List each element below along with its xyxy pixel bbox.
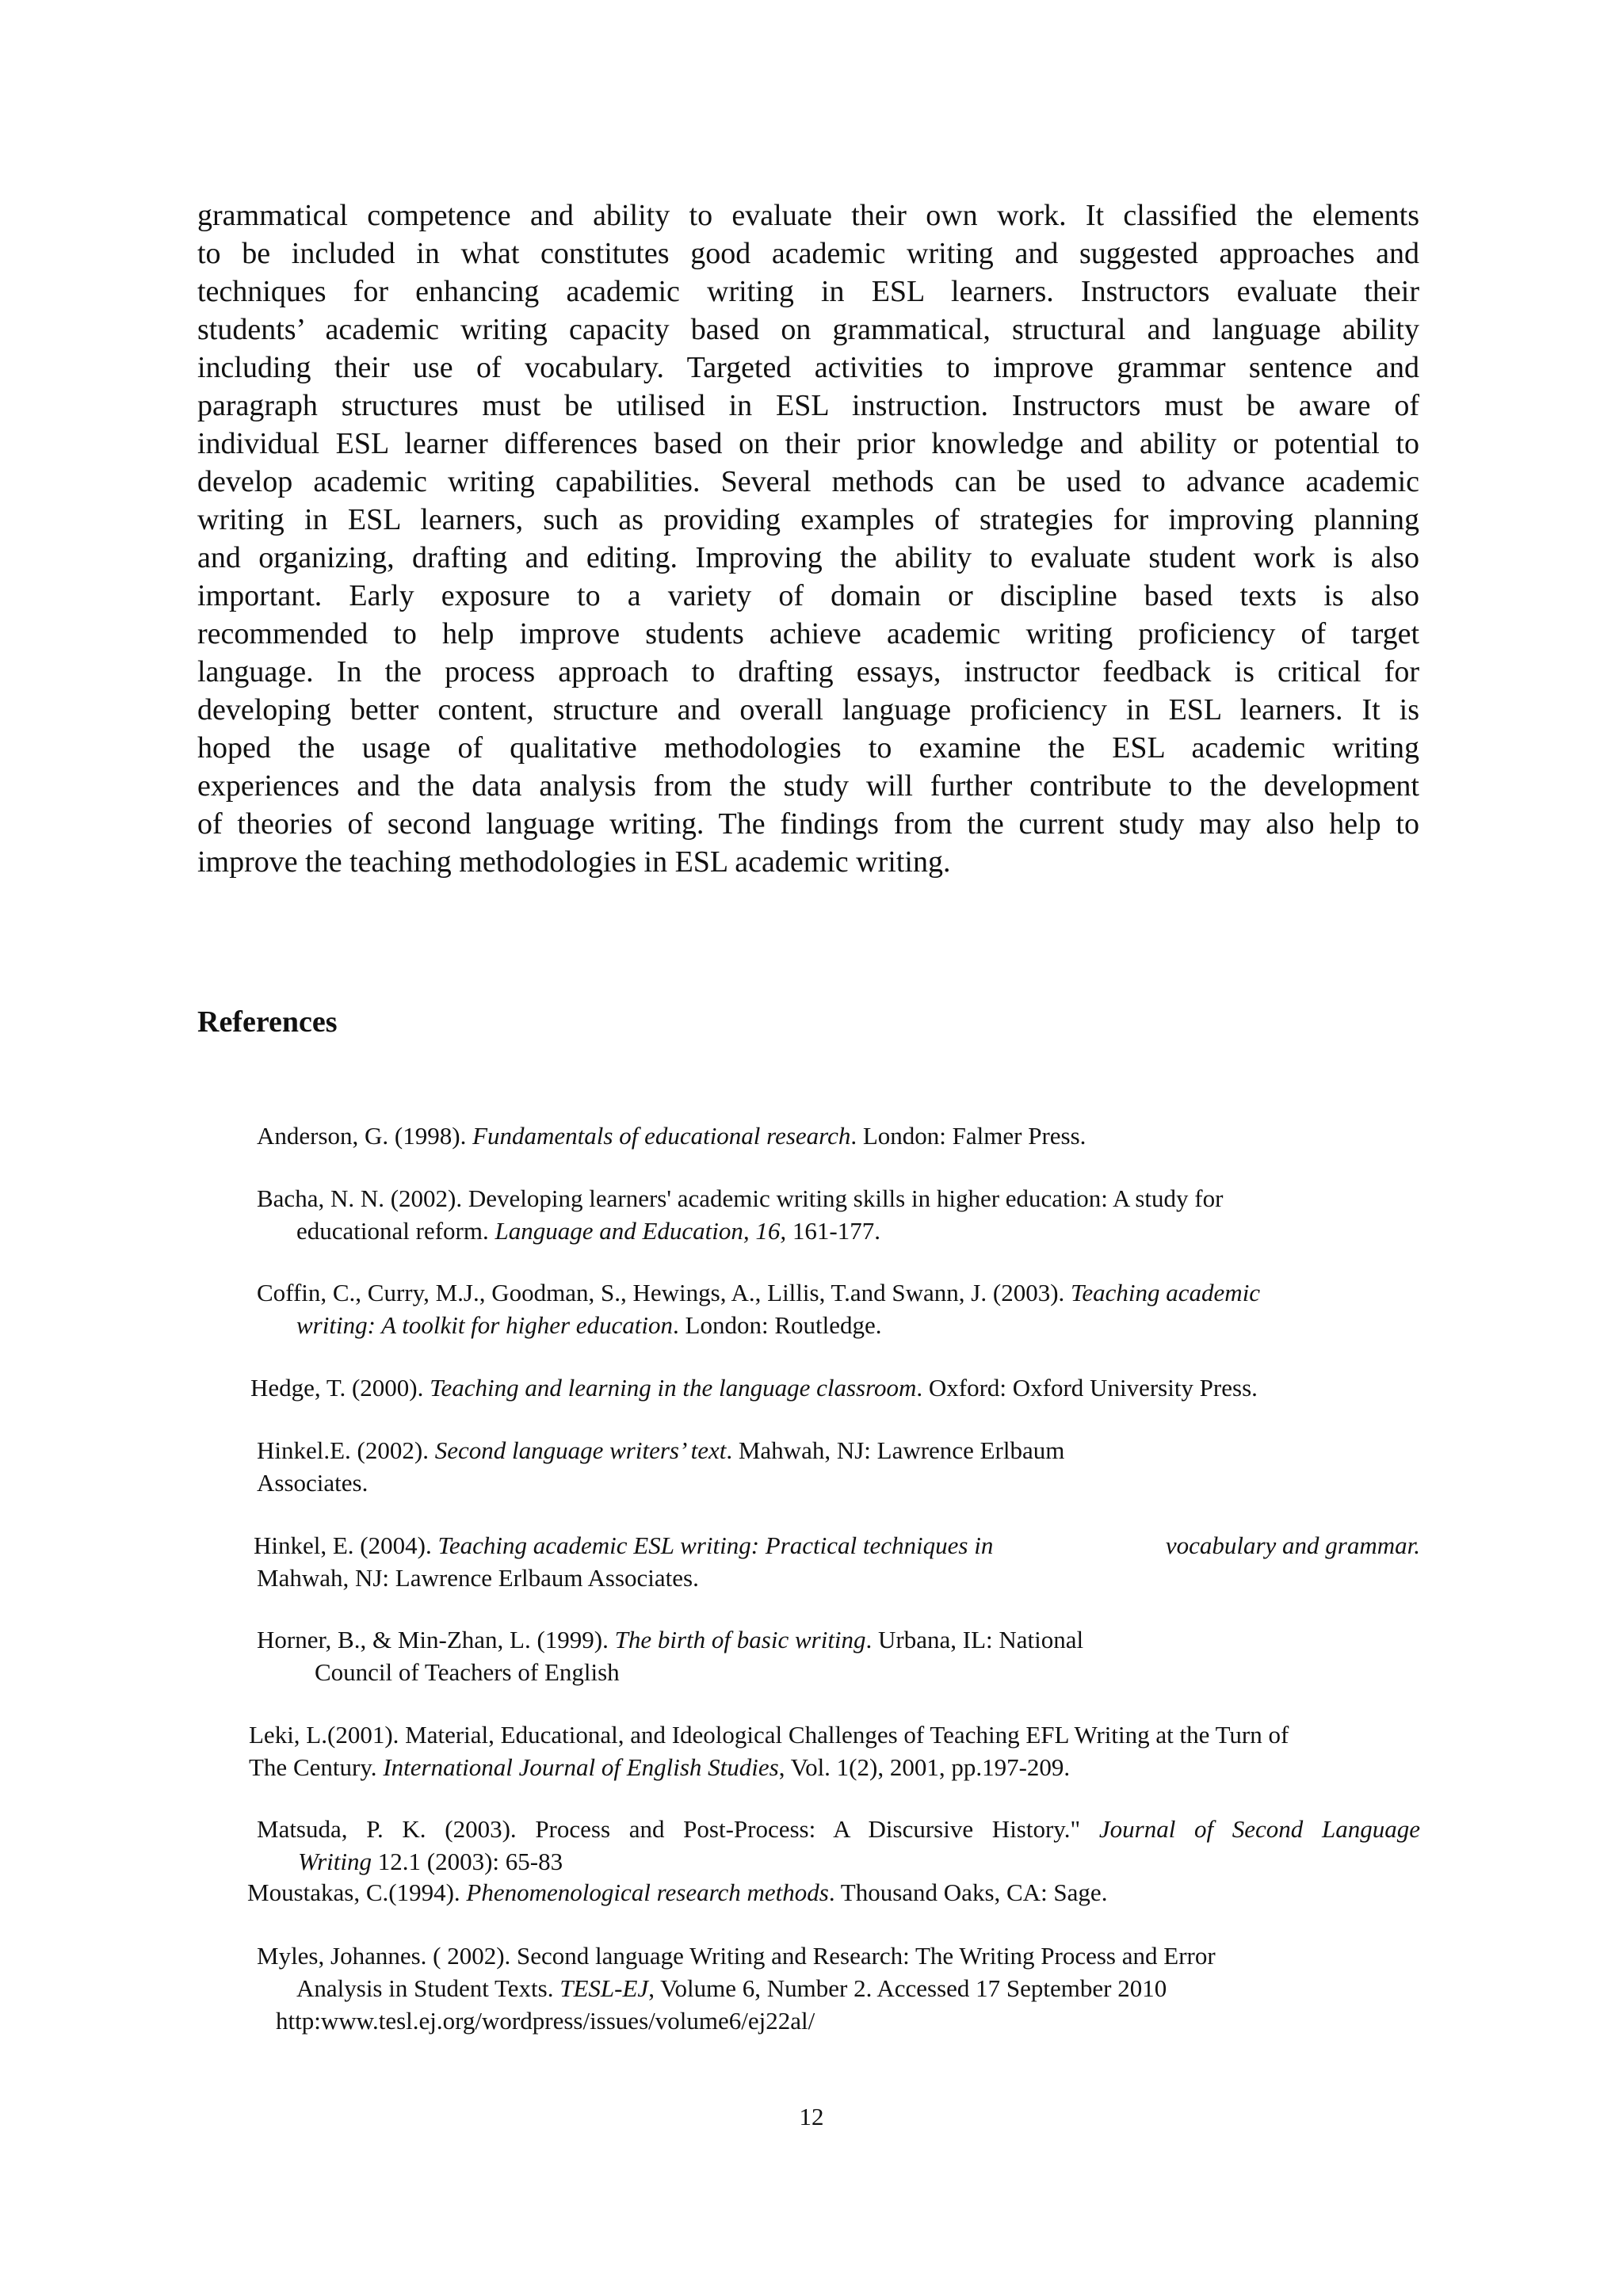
page-number: 12 [799,2103,824,2130]
body-line: students’ academic writing capacity based on grammatical, structural and language ability [197,313,1419,346]
body-paragraph [197,196,1419,881]
body-line: to be included in what constitutes good academic writing and suggested approaches and [197,237,1419,270]
body-line: developing better content, structure and overall language proficiency in ESL learners. It is [197,693,1419,727]
body-line: writing in ESL learners, such as providing examples of strategies for improving planning [197,503,1419,536]
body-line: hoped the usage of qualitative methodologies to examine the ESL academic writing [197,731,1419,765]
body-line: develop academic writing capabilities. Several methods can be used to advance academic [197,465,1419,498]
reference-anderson: Anderson, G. (1998). Fundamentals of educational research. London: Falmer Press. [257,1122,1086,1150]
body-line: paragraph structures must be utilised in ESL instruction. Instructors must be aware of [197,389,1419,422]
body-line: experiences and the data analysis from the study will further contribute to the development [197,769,1419,803]
body-line: techniques for enhancing academic writing in ESL learners. Instructors evaluate their [197,275,1419,308]
body-line: grammatical competence and ability to evaluate their own work. It classified the elements [197,199,1419,232]
reference-leki: Leki, L.(2001). Material, Educational, and Ideological Challenges of Teaching EFL Writing at the Turn of The Century. International Journal of English Studies, Vol. 1(2), 2001, pp.197-209. [249,1721,1289,1781]
references-heading: References [197,1005,338,1039]
body-line: improve the teaching methodologies in ESL academic writing. [197,845,951,879]
reference-hinkel-2004: Hinkel, E. (2004). Teaching academic ESL writing: Practical techniques in vocabulary and grammar. Mahwah, NJ: Lawrence Erlbaum Associates. [254,1531,1420,1592]
body-line: including their use of vocabulary. Targeted activities to improve grammar sentence and [197,351,1419,384]
reference-coffin: Coffin, C., Curry, M.J., Goodman, S., Hewings, A., Lillis, T.and Swann, J. (2003). Teaching academic writing: A toolkit for higher education. London: Routledge. [257,1279,1261,1339]
body-line: individual ESL learner differences based on their prior knowledge and ability or potential to [197,427,1419,460]
body-line: language. In the process approach to drafting essays, instructor feedback is critical for [197,655,1419,688]
reference-url: http:www.tesl.ej.org/wordpress/issues/volume6/ej22al/ [276,2007,815,2035]
body-line: recommended to help improve students achieve academic writing proficiency of target [197,617,1419,650]
reference-moustakas: Moustakas, C.(1994). Phenomenological research methods. Thousand Oaks, CA: Sage. [247,1878,1108,1906]
reference-horner: Horner, B., & Min-Zhan, L. (1999). The birth of basic writing. Urbana, IL: National Council of Teachers of English [257,1626,1084,1686]
reference-matsuda: Matsuda, P. K. (2003). Process and Post-Process: A Discursive History." Journal of Second Language Writing 12.1 (2003): 65-83 [257,1815,1420,1875]
reference-hinkel-2002: Hinkel.E. (2002). Second language writers’ text. Mahwah, NJ: Lawrence Erlbaum Associates. [257,1436,1065,1497]
body-line: of theories of second language writing. The findings from the current study may also help to [197,807,1419,841]
body-line: and organizing, drafting and editing. Improving the ability to evaluate student work is also [197,541,1419,574]
body-line: important. Early exposure to a variety of domain or discipline based texts is also [197,579,1419,612]
reference-bacha: Bacha, N. N. (2002). Developing learners' academic writing skills in higher education: A study for educational reform. Language and Education, 16, 161-177. [257,1184,1224,1245]
reference-hedge: Hedge, T. (2000). Teaching and learning in the language classroom. Oxford: Oxford University Press. [250,1374,1258,1402]
reference-myles: Myles, Johannes. ( 2002). Second language Writing and Research: The Writing Process and Error Analysis in Student Texts. TESL-EJ, Volume 6, Number 2. Accessed 17 September 2010 http:www.tesl.ej.org/wordpress/issues/volume6/ej22al/ [257,1939,1216,2037]
